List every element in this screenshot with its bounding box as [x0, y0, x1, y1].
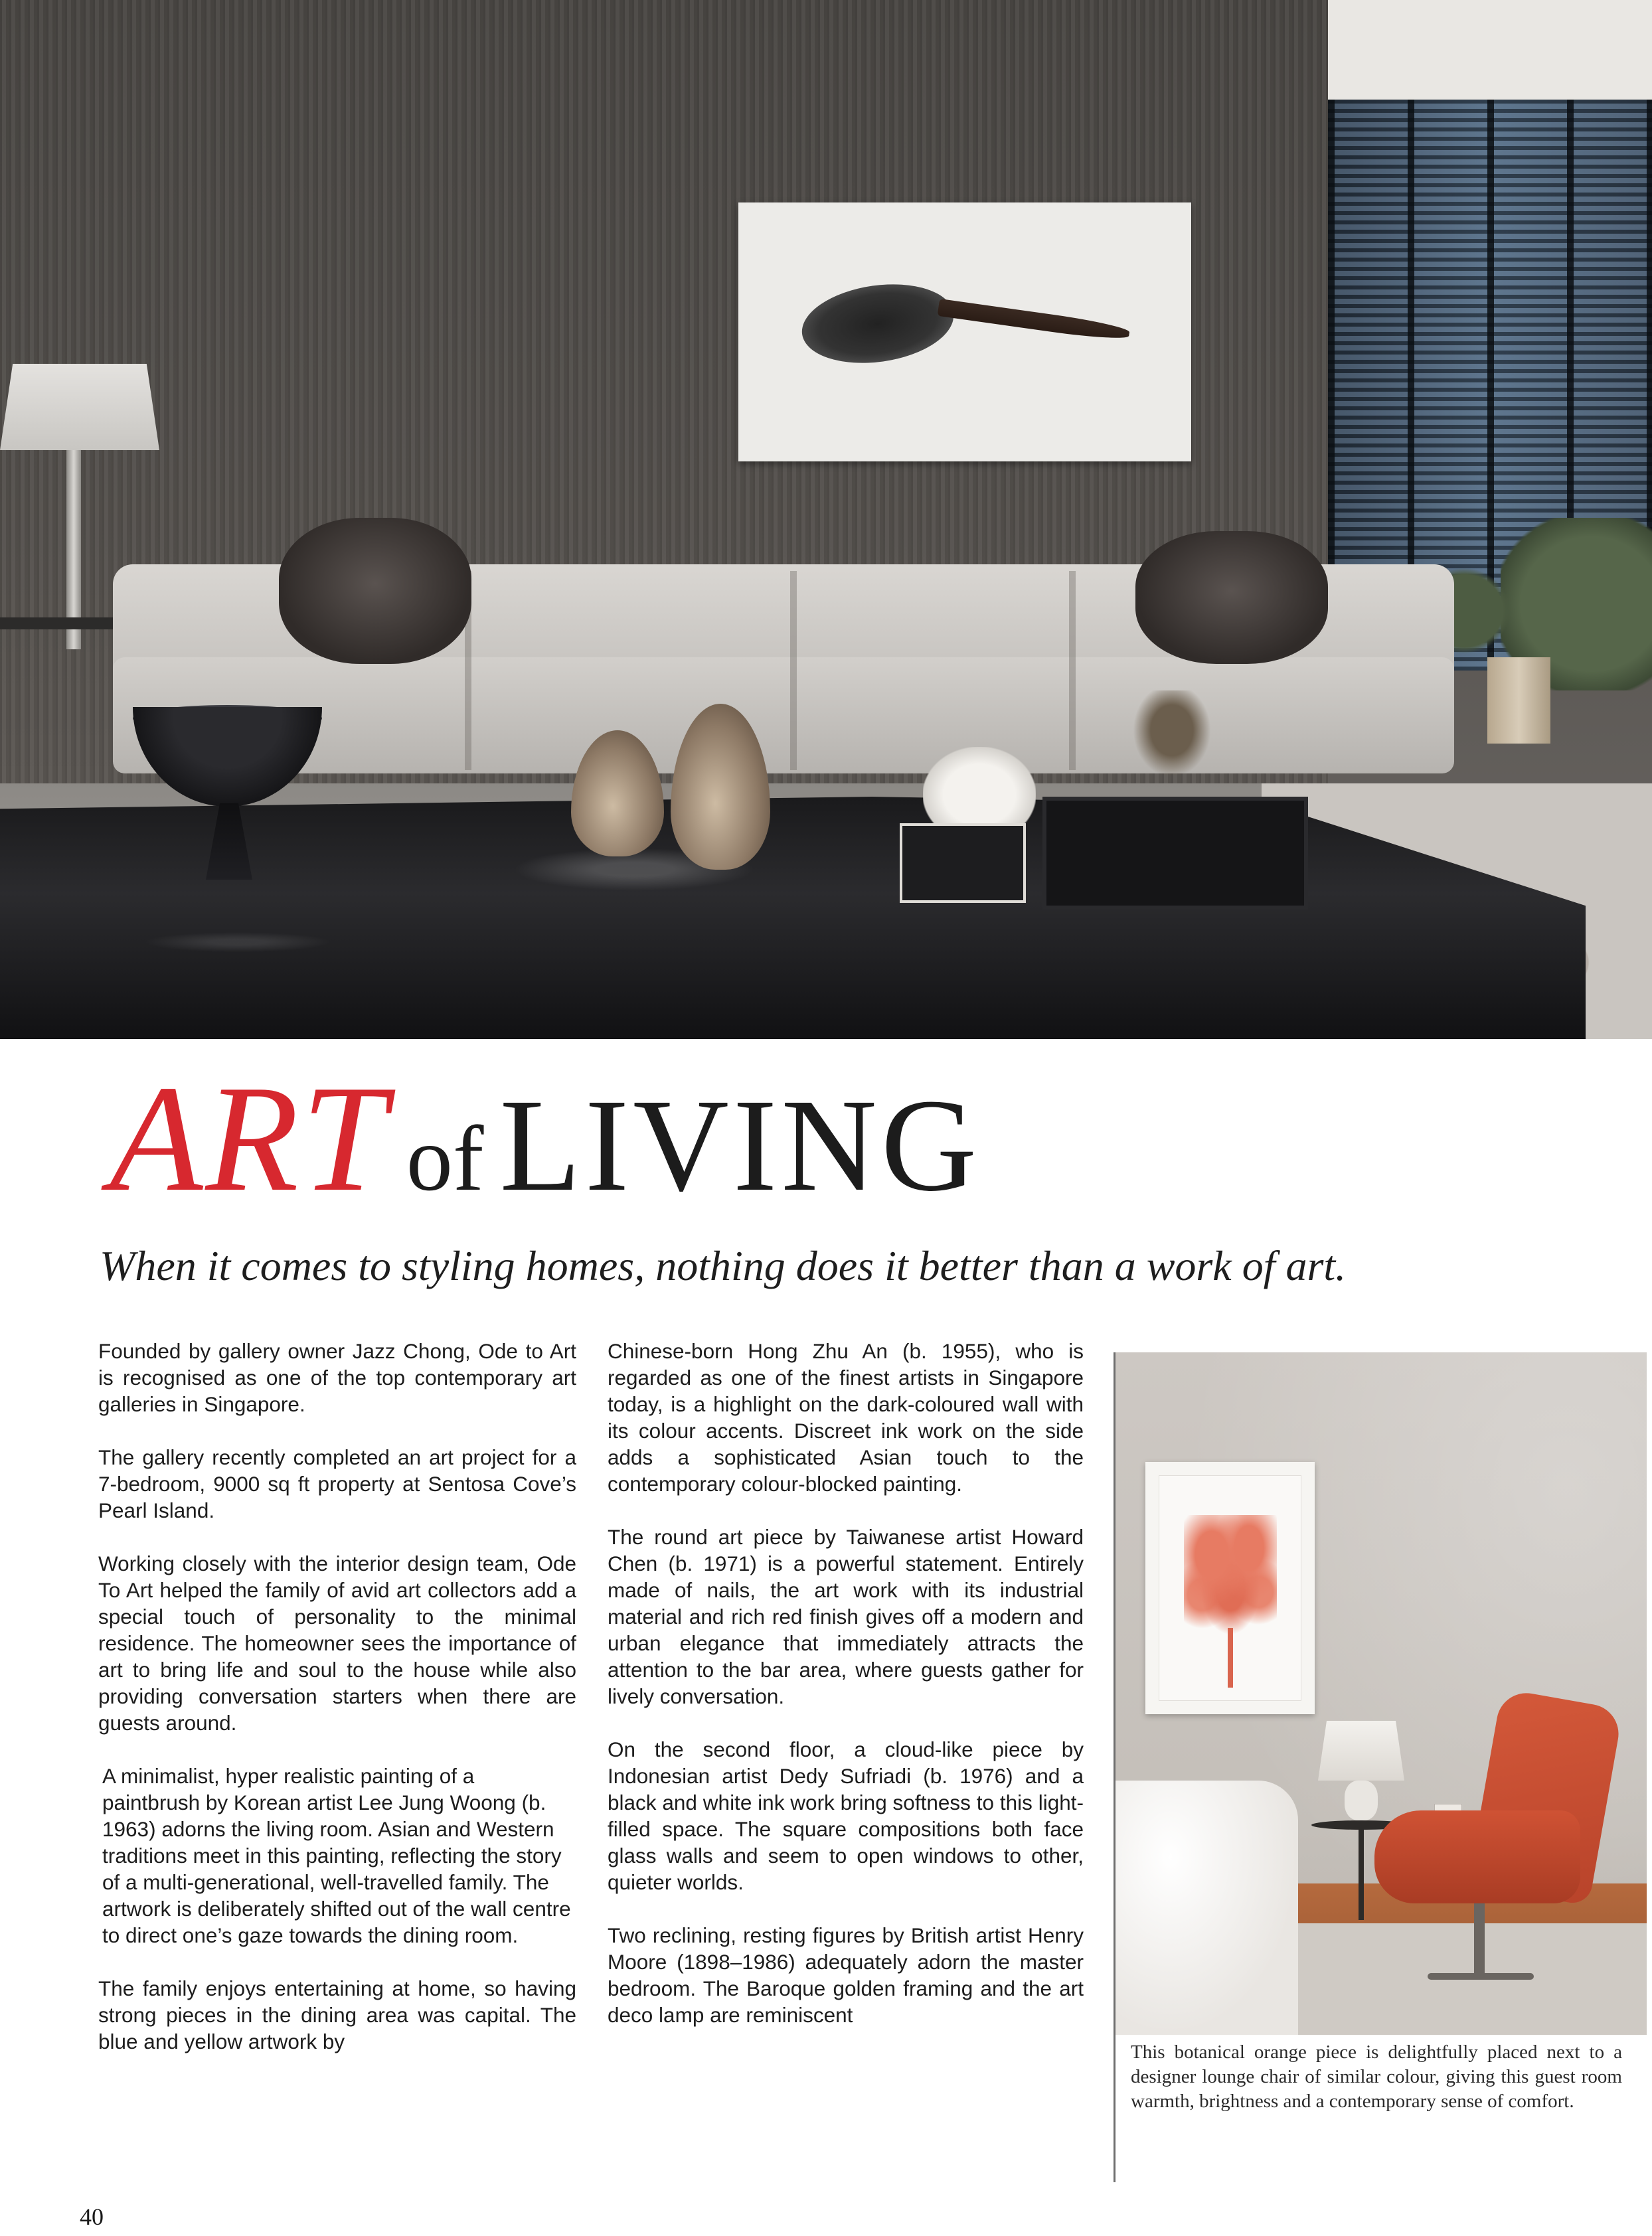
lounge-chair-seat — [1374, 1810, 1580, 1903]
article-subtitle: When it comes to styling homes, nothing does it better than a work of art. — [100, 1242, 1347, 1289]
page-number: 40 — [80, 2203, 104, 2230]
book — [900, 823, 1026, 903]
side-table-leg — [1359, 1827, 1364, 1920]
text-column-2 — [608, 1338, 1084, 2055]
stool — [1487, 657, 1550, 744]
paragraph: Two reclining, resting figures by British artist Henry Moore (1898–1986) adequately adorn the master bedroom. The Baroque golden framing and the art deco lamp are reminiscent — [608, 1923, 1084, 2027]
guest-room-photo — [1115, 1352, 1647, 2035]
title-of: of — [406, 1107, 484, 1210]
sofa-cushion-divider — [1069, 571, 1076, 770]
paragraph: Working closely with the interior design team, Ode To Art helped the family of avid art collectors add a special touch of personality to the minimal residence. The homeowner sees the importance of art to bring life and soul to the house while also providing conversation starters when there are guests around. — [98, 1552, 576, 1735]
text-column-1 — [98, 1338, 576, 2081]
hero-living-room-photo — [0, 0, 1652, 1039]
horse-sculpture — [1122, 690, 1222, 790]
sea-fan-stem — [1228, 1628, 1233, 1688]
table-lamp-base — [1345, 1781, 1378, 1820]
artwork-mat — [1159, 1475, 1301, 1701]
article-title — [110, 1054, 981, 1223]
brush-head — [797, 276, 959, 372]
paragraph: The round art piece by Taiwanese artist Howard Chen (b. 1971) is a powerful statement. Entirely made of nails, the art work with its industrial material and rich red finish gives off a modern and urban elegance that immediately attracts the attention to the bar area, where guests gather for lively conversation. — [608, 1525, 1084, 1708]
fur-pillow — [279, 518, 471, 664]
paragraph: On the second floor, a cloud-like piece by Indonesian artist Dedy Sufriadi (b. 1976) and a black and white ink work bring softness to this light-filled space. The square compositions both face glass walls and seem to open windows to other, quieter worlds. — [608, 1737, 1084, 1894]
floor-lamp-shade — [0, 364, 159, 450]
paragraph: The family enjoys entertaining at home, so having strong pieces in the dining area was capital. The blue and yellow artwork by — [98, 1976, 576, 2053]
paragraph: Chinese-born Hong Zhu An (b. 1955), who is regarded as one of the finest artists in Singapore today, is a highlight on the dark-coloured wall with its colour accents. Discreet ink work on the side adds a sophisticated Asian touch to the contemporary colour-blocked painting. — [608, 1339, 1084, 1496]
ceiling — [1328, 0, 1652, 100]
framed-coral-artwork — [1145, 1462, 1315, 1714]
white-coral — [923, 747, 1036, 827]
bed — [1115, 1781, 1298, 2035]
paragraph: Founded by gallery owner Jazz Chong, Ode to Art is recognised as one of the top contemporary art galleries in Singapore. — [98, 1339, 576, 1416]
lounge-chair-base — [1474, 1903, 1485, 1976]
table-lamp-shade — [1318, 1721, 1404, 1781]
tray — [1042, 797, 1308, 910]
title-living: LIVING — [499, 1072, 981, 1219]
title-art: ART — [110, 1054, 389, 1223]
lounge-chair-feet — [1428, 1973, 1534, 1980]
paragraph: A minimalist, hyper realistic painting of a paintbrush by Korean artist Lee Jung Woong (b. 1963) adorns the living room. Asian and Western traditions meet in this painting, reflecting the story of a multi-generational, well-travelled family. The artwork is deliberately shifted out of the wall centre to direct one’s gaze towards the dining room. — [102, 1764, 571, 1947]
sofa-cushion-divider — [790, 571, 797, 770]
paragraph: The gallery recently completed an art project for a 7-bedroom, 9000 sq ft property at Sentosa Cove’s Pearl Island. — [98, 1445, 576, 1522]
photo-caption: This botanical orange piece is delightfully placed next to a designer lounge chair of similar colour, giving this guest room warmth, brightness and a contemporary sense of comfort. — [1131, 2041, 1622, 2112]
brush-handle — [938, 299, 1131, 343]
paintbrush-painting — [738, 202, 1191, 461]
fur-pillow — [1135, 531, 1328, 664]
